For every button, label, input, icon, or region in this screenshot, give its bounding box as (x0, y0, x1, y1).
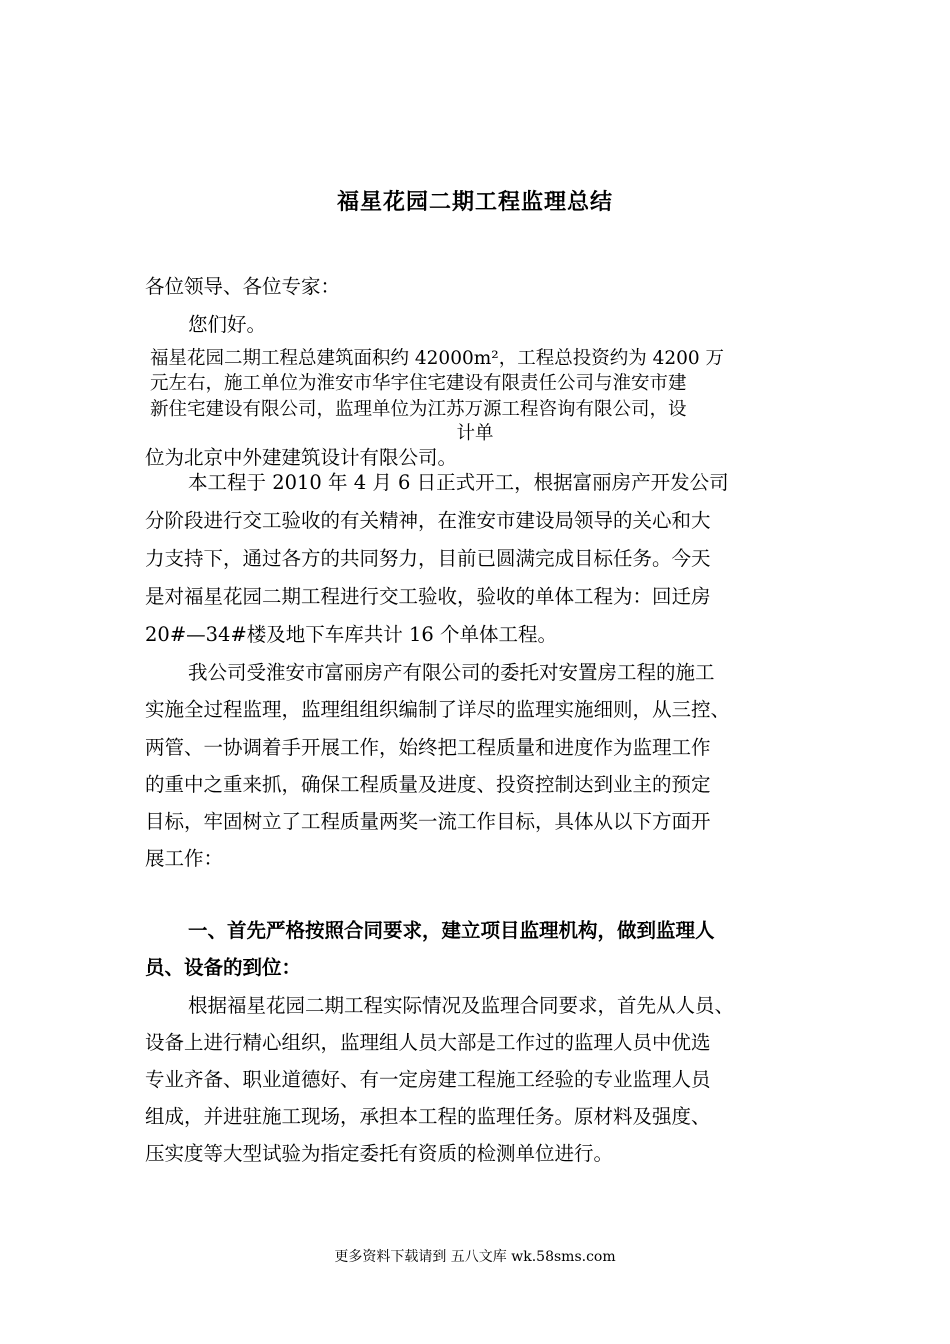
section-heading: 员、设备的到位： (145, 956, 302, 979)
paragraph-line: 的重中之重来抓，确保工程质量及进度、投资控制达到业主的预定 (145, 773, 711, 796)
intro-line: 计单 (456, 423, 494, 444)
paragraph-line: 20#—34#楼及地下车库共计 16 个单体工程。 (145, 623, 558, 646)
paragraph-line: 分阶段进行交工验收的有关精神，在淮安市建设局领导的关心和大 (145, 509, 711, 532)
paragraph-line: 我公司受淮安市富丽房产有限公司的委托对安置房工程的施工 (188, 661, 715, 684)
intro-line: 元左右，施工单位为淮安市华宇住宅建设有限责任公司与淮安市建 (150, 373, 687, 394)
footer-link[interactable]: 更多资料下载请到 五八文库 wk.58sms.com (334, 1249, 616, 1265)
intro-line: 位为北京中外建建筑设计有限公司。 (145, 446, 458, 469)
salutation: 各位领导、各位专家： (145, 275, 341, 298)
paragraph-line: 组成，并进驻施工现场，承担本工程的监理任务。原材料及强度、 (145, 1105, 711, 1128)
greeting: 您们好。 (188, 313, 267, 336)
paragraph-line: 设备上进行精心组织，监理组人员大部是工作过的监理人员中优选 (145, 1031, 711, 1054)
paragraph-line: 根据福星花园二期工程实际情况及监理合同要求，首先从人员、 (188, 994, 735, 1017)
paragraph-line: 力支持下，通过各方的共同努力，目前已圆满完成目标任务。今天 (145, 547, 711, 570)
page-title: 福星花园二期工程监理总结 (336, 189, 613, 215)
paragraph-line: 两管、一协调着手开展工作，始终把工程质量和进度作为监理工作 (145, 736, 711, 759)
paragraph-line: 目标，牢固树立了工程质量两奖一流工作目标，具体从以下方面开 (145, 810, 711, 833)
intro-line: 新住宅建设有限公司，监理单位为江苏万源工程咨询有限公司，设 (150, 399, 687, 420)
intro-line: 福星花园二期工程总建筑面积约 42000m²，工程总投资约为 4200 万 (150, 348, 725, 369)
paragraph-line: 本工程于 2010 年 4 月 6 日正式开工，根据富丽房产开发公司 (188, 471, 729, 494)
paragraph-line: 实施全过程监理，监理组组织编制了详尽的监理实施细则，从三控、 (145, 698, 731, 721)
section-heading: 一、首先严格按照合同要求，建立项目监理机构，做到监理人 (188, 919, 715, 942)
paragraph-line: 压实度等大型试验为指定委托有资质的检测单位进行。 (145, 1142, 614, 1165)
paragraph-line: 展工作： (145, 847, 224, 870)
paragraph-line: 是对福星花园二期工程进行交工验收，验收的单体工程为：回迁房 (145, 585, 711, 608)
paragraph-line: 专业齐备、职业道德好、有一定房建工程施工经验的专业监理人员 (145, 1068, 711, 1091)
